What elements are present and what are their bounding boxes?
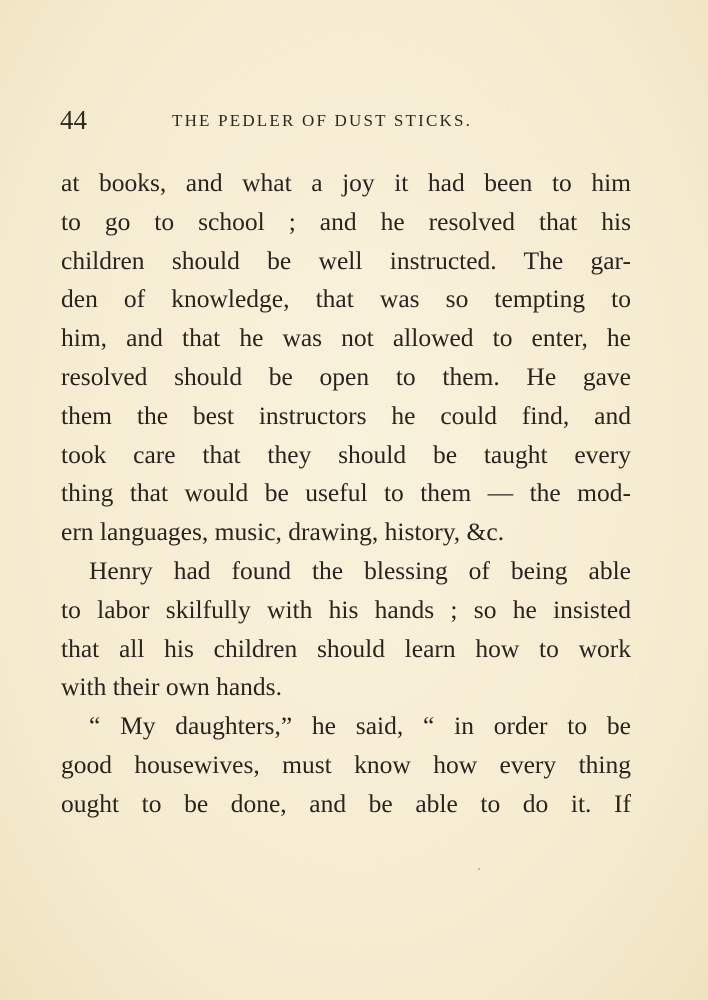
text-line: took care that they should be taught every	[61, 439, 631, 469]
text-line: den of knowledge, that was so tempting to	[61, 284, 631, 314]
text-line: ought to be done, and be able to do it. If	[61, 788, 631, 818]
text-line: good housewives, must know how every thing	[61, 749, 631, 779]
text-line: that all his children should learn how to work	[61, 633, 631, 663]
text-line: resolved should be open to them. He gave	[61, 361, 631, 391]
text-line: to go to school ; and he resolved that his	[61, 206, 631, 236]
page-header	[60, 104, 630, 136]
text-line: Henry had found the blessing of being able	[89, 555, 631, 585]
text-line: “ My daughters,” he said, “ in order to be	[89, 711, 631, 741]
text-line: to labor skilfully with his hands ; so he insisted	[61, 594, 631, 624]
body-text	[61, 164, 631, 824]
paper-speck	[478, 868, 480, 870]
text-line: with their own hands.	[61, 672, 282, 702]
text-line: at books, and what a joy it had been to him	[61, 168, 631, 197]
running-title: THE PEDLER OF DUST STICKS.	[172, 111, 473, 130]
text-line: him, and that he was not allowed to enter, he	[61, 323, 631, 353]
text-line: thing that would be useful to them — the mod-	[61, 478, 631, 508]
page-number: 44	[60, 105, 87, 135]
text-line: children should be well instructed. The gar-	[61, 245, 631, 275]
text-line: them the best instructors he could find, and	[61, 400, 631, 430]
text-line: ern languages, music, drawing, history, &c.	[61, 517, 505, 547]
